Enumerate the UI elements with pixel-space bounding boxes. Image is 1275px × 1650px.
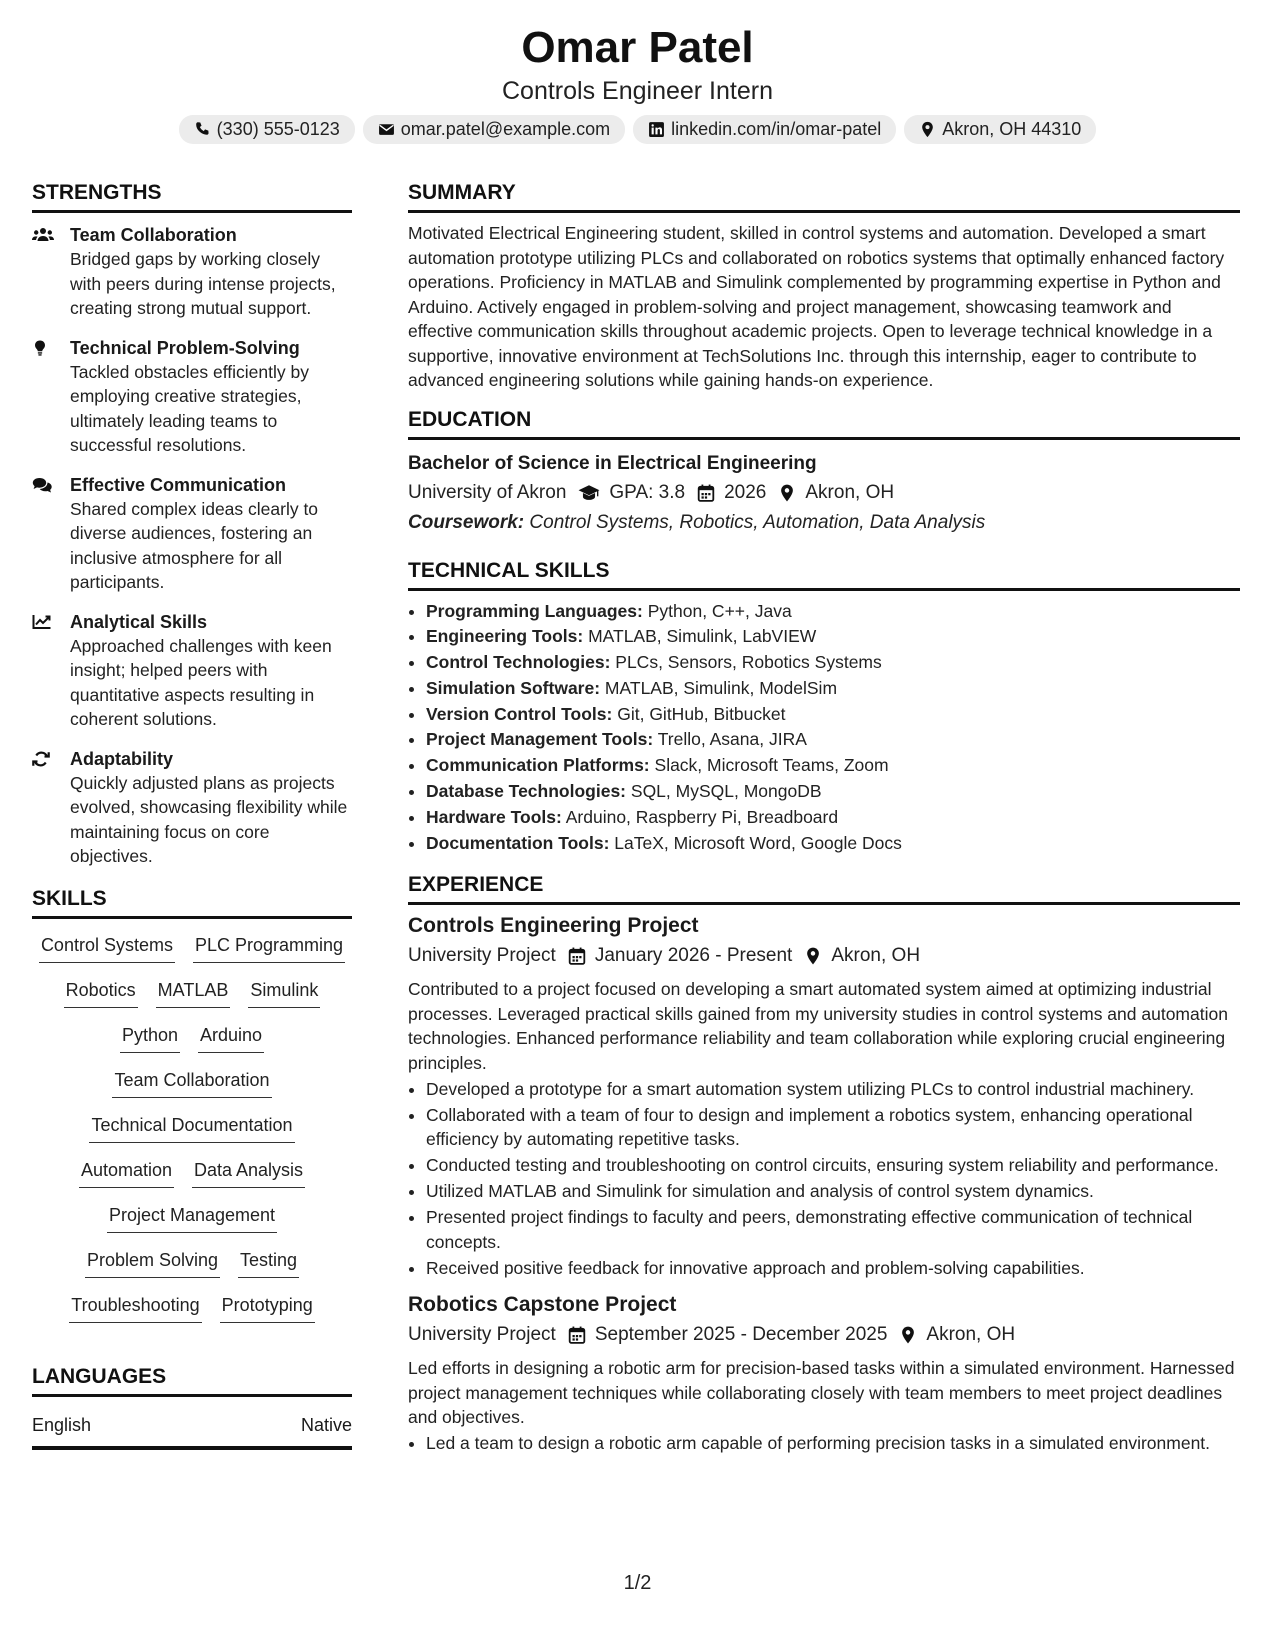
skill-value: LaTeX, Microsoft Word, Google Docs (614, 832, 902, 853)
job-bullets (408, 1077, 1240, 1281)
skill-tag: Prototyping (220, 1293, 315, 1323)
list-item: • Led a team to design a robotic arm capable of performing precision tasks in a simulated environment. (426, 1431, 1240, 1456)
list-item: • Presented project findings to faculty and peers, demonstrating effective communication of technical concepts. (426, 1205, 1240, 1254)
skill-value: Slack, Microsoft Teams, Zoom (654, 755, 889, 776)
skill-label: Control Technologies: (426, 652, 611, 673)
language-level: Native (300, 1414, 352, 1435)
chart-line-icon (32, 610, 70, 732)
education-heading: EDUCATION (408, 405, 1240, 440)
strength-item (32, 610, 352, 732)
list-item: • Utilized MATLAB and Simulink for simulation and analysis of control system dynamics. (426, 1179, 1240, 1204)
language-name: English (32, 1414, 92, 1435)
map-marker-icon (792, 947, 831, 965)
strengths-list (32, 223, 352, 869)
list-item (426, 624, 1240, 650)
graduation-year: 2026 (724, 481, 767, 503)
skill-tag: Arduino (198, 1023, 264, 1053)
strength-title: Adaptability (70, 748, 174, 769)
users-icon (32, 223, 70, 321)
job-description: Led efforts in designing a robotic arm for precision-based tasks within a simulated environment. Harnessed project management techniques while collaborating closely with team members to meet project deadlines and objectives. (408, 1358, 1235, 1428)
list-item (426, 779, 1240, 805)
skill-tag: Testing (238, 1248, 299, 1278)
coursework-list: Control Systems, Robotics, Automation, Data Analysis (529, 511, 986, 533)
strength-desc: Shared complex ideas clearly to diverse audiences, fostering an inclusive atmosphere for all participants. (70, 498, 319, 592)
skill-value: Python, C++, Java (647, 600, 792, 621)
skill-tag: Data Analysis (192, 1158, 305, 1188)
tag-row (32, 978, 352, 1023)
tag-row (32, 1023, 352, 1068)
list-item (426, 676, 1240, 702)
skill-tag: Control Systems (39, 933, 175, 963)
skill-tag: Project Management (107, 1203, 277, 1233)
list-item: • Conducted testing and troubleshooting on control circuits, ensuring system reliability and performance. (426, 1153, 1240, 1178)
degree-title: Bachelor of Science in Electrical Engineering (408, 452, 817, 474)
job-dates: September 2025 - December 2025 (594, 1324, 888, 1346)
coursework-label: Coursework: (408, 511, 525, 533)
skill-label: Documentation Tools: (426, 832, 610, 853)
phone-text: (330) 555-0123 (216, 119, 340, 139)
candidate-name: Omar Patel (521, 23, 754, 72)
candidate-title: Controls Engineer Intern (502, 77, 773, 105)
strength-desc: Tackled obstacles efficiently by employing creative strategies, ultimately leading teams to successful resolutions. (70, 361, 309, 455)
list-item (426, 727, 1240, 753)
strength-desc: Bridged gaps by working closely with peers during intense projects, creating strong mutual support. (70, 249, 336, 318)
linkedin-text: linkedin.com/in/omar-patel (671, 119, 882, 139)
strength-desc: Quickly adjusted plans as projects evolved, showcasing flexibility while maintaining focus on core objectives. (70, 772, 348, 866)
skill-tag: MATLAB (156, 978, 231, 1008)
job-bullets (408, 1431, 1240, 1456)
experience-entry (408, 911, 1240, 1280)
skill-tag: Python (120, 1023, 180, 1053)
linkedin-icon (648, 121, 665, 138)
contact-email[interactable] (363, 115, 625, 144)
tag-row (32, 933, 352, 978)
technical-skills-list (408, 599, 1240, 857)
resume-header (0, 22, 1275, 144)
skill-tag: Automation (79, 1158, 174, 1188)
list-item (426, 650, 1240, 676)
education-meta (408, 478, 1240, 508)
skill-value: SQL, MySQL, MongoDB (630, 781, 822, 802)
strength-title: Team Collaboration (70, 225, 237, 245)
job-org: University Project (408, 1324, 556, 1346)
job-title: Controls Engineering Project (408, 914, 699, 938)
strength-item (32, 747, 352, 869)
list-item (426, 702, 1240, 728)
skills-tags (32, 933, 352, 1338)
comments-icon (32, 473, 70, 595)
job-meta (408, 941, 1240, 971)
contact-phone[interactable] (179, 115, 355, 144)
list-item: • Collaborated with a team of four to design and implement a robotics system, enhancing operational efficiency by automating repetitive tasks. (426, 1103, 1240, 1152)
calendar-icon (556, 947, 595, 965)
map-marker-icon (887, 1326, 926, 1344)
list-item (426, 599, 1240, 625)
list-item (426, 753, 1240, 779)
strength-title: Analytical Skills (70, 611, 208, 632)
skill-tag: Robotics (64, 978, 138, 1008)
phone-icon (194, 121, 211, 138)
summary-heading: SUMMARY (408, 178, 1240, 213)
envelope-icon (378, 121, 395, 138)
calendar-icon (556, 1326, 595, 1344)
skill-tag: Problem Solving (85, 1248, 220, 1278)
tag-row (32, 1113, 352, 1158)
skill-tag: Simulink (248, 978, 320, 1008)
skill-label: Hardware Tools: (426, 806, 562, 827)
skill-label: Database Technologies: (426, 781, 627, 802)
list-item (426, 805, 1240, 831)
skill-value: PLCs, Sensors, Robotics Systems (615, 652, 882, 673)
tag-row (32, 1158, 352, 1203)
skill-label: Version Control Tools: (426, 703, 613, 724)
strength-item (32, 336, 352, 458)
tag-row (32, 1293, 352, 1338)
page-number: 1/2 (623, 1572, 652, 1594)
skill-value: MATLAB, Simulink, ModelSim (604, 677, 838, 698)
strength-title: Technical Problem-Solving (70, 337, 300, 358)
skill-tag: PLC Programming (193, 933, 345, 963)
skill-tag: Team Collaboration (112, 1068, 271, 1098)
strength-item (32, 473, 352, 595)
skill-label: Simulation Software: (426, 677, 601, 698)
job-title: Robotics Capstone Project (408, 1293, 677, 1317)
contact-location[interactable] (904, 115, 1096, 144)
education-location: Akron, OH (805, 481, 895, 503)
experience-entry (408, 1290, 1240, 1456)
skill-value: MATLAB, Simulink, LabVIEW (588, 626, 817, 647)
strengths-heading: STRENGTHS (32, 178, 352, 213)
languages-heading: LANGUAGES (32, 1362, 352, 1397)
skill-label: Engineering Tools: (426, 626, 584, 647)
school-name: University of Akron (408, 481, 567, 503)
strength-title: Effective Communication (70, 474, 287, 495)
lightbulb-icon (32, 336, 70, 458)
strength-desc: Approached challenges with keen insight; helped peers with quantitative aspects resulting in coherent solutions. (70, 635, 332, 729)
job-description: Contributed to a project focused on developing a smart automated system aimed at optimizing industrial processes. Leveraged practical skills gained from my university studies in control systems and automation technologies. Enhanced performance reliability and team collaboration while exploring crucial engineering principles. (408, 979, 1228, 1073)
gpa-text: GPA: 3.8 (609, 481, 686, 503)
job-meta (408, 1320, 1240, 1350)
calendar-icon (685, 484, 724, 502)
job-location: Akron, OH (926, 1324, 1016, 1346)
summary-text: Motivated Electrical Engineering student, skilled in control systems and automation. Developed a smart automation prototype utilizing PLCs and collaborated on robotics systems that optimally enhanced factory operations. Proficiency in MATLAB and Simulink complemented by programming expertise in Python and Arduino. Actively engaged in problem-solving and project management, showcasing teamwork and effective communication skills throughout academic projects. Open to leverage technical knowledge in a supportive, innovative environment at TechSolutions Inc. through this internship, eager to contribute to advanced engineering solutions while gaining hands-on experience. (408, 223, 1225, 390)
list-item: • Developed a prototype for a smart automation system utilizing PLCs to control industrial machinery. (426, 1077, 1240, 1102)
skill-value: Arduino, Raspberry Pi, Breadboard (565, 806, 839, 827)
job-location: Akron, OH (831, 945, 921, 967)
tag-row (32, 1068, 352, 1113)
tag-row (32, 1248, 352, 1293)
experience-heading: EXPERIENCE (408, 870, 1240, 905)
contact-linkedin[interactable] (633, 115, 896, 144)
language-row (32, 1415, 352, 1450)
technical-skills-heading: TECHNICAL SKILLS (408, 556, 1240, 591)
graduation-cap-icon (566, 484, 609, 502)
skill-label: Programming Languages: (426, 600, 643, 621)
skill-value: Trello, Asana, JIRA (657, 729, 807, 750)
skill-label: Project Management Tools: (426, 729, 654, 750)
job-org: University Project (408, 945, 556, 967)
skills-heading: SKILLS (32, 884, 352, 919)
skill-tag: Troubleshooting (69, 1293, 201, 1323)
skill-label: Communication Platforms: (426, 755, 650, 776)
skill-tag: Technical Documentation (89, 1113, 294, 1143)
job-dates: January 2026 - Present (594, 945, 793, 967)
left-column (32, 178, 352, 1450)
coursework-line (408, 508, 1240, 538)
sync-icon (32, 747, 70, 869)
education-entry (408, 450, 1240, 538)
map-marker-icon (919, 121, 936, 138)
map-marker-icon (766, 484, 805, 502)
location-text: Akron, OH 44310 (942, 119, 1082, 139)
contact-bar (0, 115, 1275, 144)
tag-row (32, 1203, 352, 1248)
email-text: omar.patel@example.com (400, 119, 611, 139)
list-item (426, 831, 1240, 857)
strength-item (32, 223, 352, 321)
skill-value: Git, GitHub, Bitbucket (617, 703, 786, 724)
list-item: • Received positive feedback for innovative approach and problem-solving capabilities. (426, 1256, 1240, 1281)
right-column (408, 178, 1240, 1456)
